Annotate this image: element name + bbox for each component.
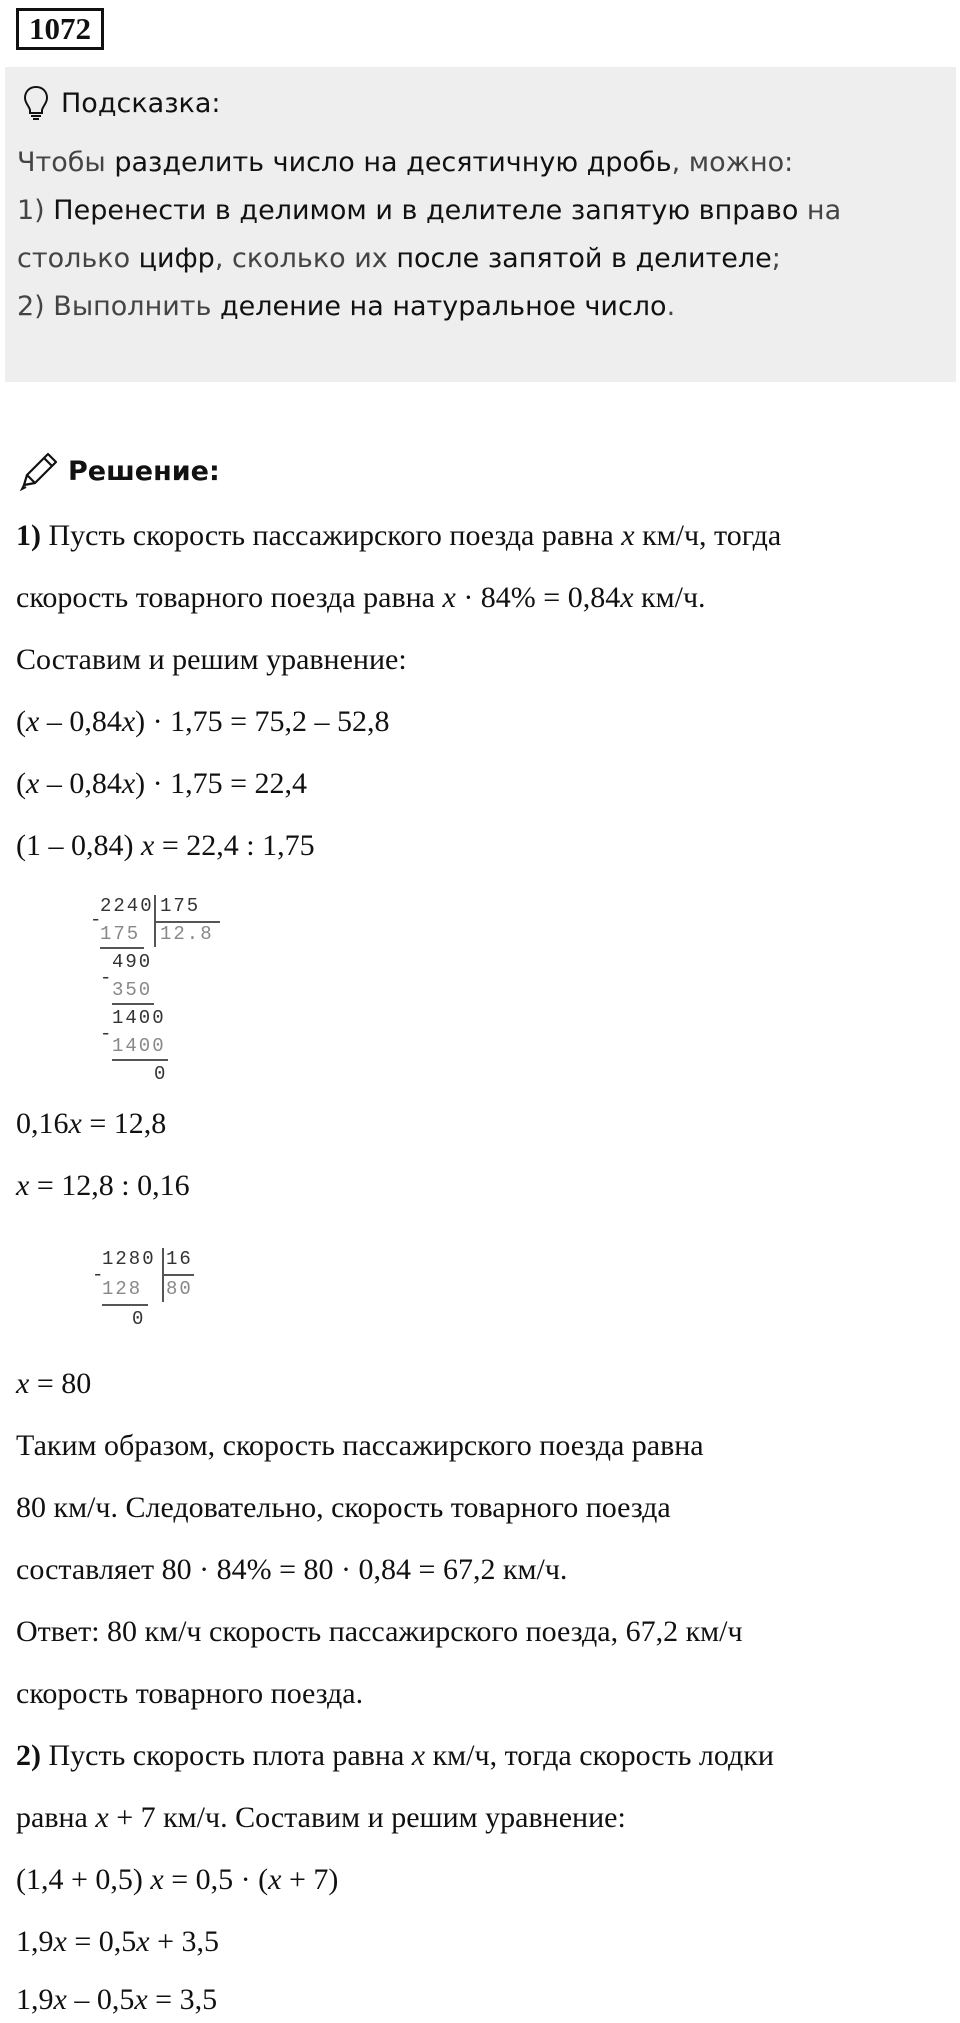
problem-number: 1072	[16, 8, 104, 50]
equation-line-1: (x – 0,84x) · 1,75 = 75,2 – 52,8	[16, 705, 390, 738]
subtrahend: 175	[100, 923, 141, 945]
answer-line-2: скорость товарного поезда.	[16, 1677, 364, 1710]
solution-title: Решение:	[68, 455, 220, 487]
minus-sign: -	[100, 967, 114, 989]
final-remainder: 0	[132, 1308, 146, 1330]
hint-line-2: 1) Перенести в делимом и в делителе запятую вправо на	[17, 195, 842, 226]
solution-line-8: равна x + 7 км/ч. Составим и решим уравнение:	[16, 1801, 626, 1834]
equation-line-9: 1,9x – 0,5x = 3,5	[16, 1983, 218, 2016]
subtrahend: 350	[112, 979, 153, 1001]
remainder: 1400	[112, 1007, 166, 1029]
solution-line-7: 2) Пусть скорость плота равна x км/ч, тогда скорость лодки	[16, 1739, 774, 1772]
equation-line-8: 1,9x = 0,5x + 3,5	[16, 1925, 219, 1958]
minus-sign: -	[100, 1023, 114, 1045]
equation-line-2: (x – 0,84x) · 1,75 = 22,4	[16, 767, 308, 800]
divisor: 175	[160, 895, 201, 917]
answer-line-1: Ответ: 80 км/ч скорость пассажирского поезда, 67,2 км/ч	[16, 1615, 743, 1648]
minus-sign: -	[92, 1264, 106, 1286]
long-division-2	[92, 1248, 212, 1338]
equation-line-3: (1 – 0,84) x = 22,4 : 1,75	[16, 829, 315, 862]
subtraction-line	[102, 1304, 148, 1306]
subtrahend: 128	[102, 1278, 143, 1300]
quotient: 80	[166, 1278, 193, 1300]
solution-line-6: составляет 80 · 84% = 80 · 0,84 = 67,2 км/ч.	[16, 1553, 568, 1586]
subtraction-line	[112, 1059, 168, 1061]
hint-panel	[5, 67, 956, 382]
subtraction-line	[100, 947, 144, 949]
quotient: 12.8	[160, 923, 214, 945]
solution-line-3: Составим и решим уравнение:	[16, 643, 407, 676]
hint-line-3: столько цифр, сколько их после запятой в делителе;	[17, 243, 781, 274]
minus-sign: -	[90, 909, 104, 931]
remainder: 490	[112, 951, 153, 973]
solution-line-5: 80 км/ч. Следовательно, скорость товарного поезда	[16, 1491, 671, 1524]
final-remainder: 0	[154, 1063, 168, 1085]
lightbulb-icon	[23, 85, 49, 121]
subtrahend: 1400	[112, 1035, 166, 1057]
hint-line-1: Чтобы разделить число на десятичную дробь, можно:	[17, 147, 794, 178]
solution-header	[18, 446, 220, 496]
equation-line-6: x = 80	[16, 1367, 92, 1400]
solution-line-2: скорость товарного поезда равна x · 84% = 0,84x км/ч.	[16, 581, 706, 614]
dividend: 2240	[100, 895, 154, 917]
dividend: 1280	[102, 1248, 156, 1270]
equation-line-4: 0,16x = 12,8	[16, 1107, 167, 1140]
long-division-1	[90, 893, 240, 1093]
quotient-underline	[162, 1274, 194, 1276]
equation-line-7: (1,4 + 0,5) x = 0,5 · (x + 7)	[16, 1863, 339, 1896]
pencil-icon	[18, 451, 60, 491]
equation-line-5: x = 12,8 : 0,16	[16, 1169, 190, 1202]
solution-line-1: 1) Пусть скорость пассажирского поезда равна x км/ч, тогда	[16, 519, 782, 552]
divisor: 16	[166, 1248, 193, 1270]
solution-line-4: Таким образом, скорость пассажирского поезда равна	[16, 1429, 704, 1462]
hint-title: Подсказка:	[61, 87, 221, 119]
hint-header	[23, 75, 221, 131]
hint-line-4: 2) Выполнить деление на натуральное число.	[17, 291, 676, 322]
subtraction-line	[112, 1003, 154, 1005]
